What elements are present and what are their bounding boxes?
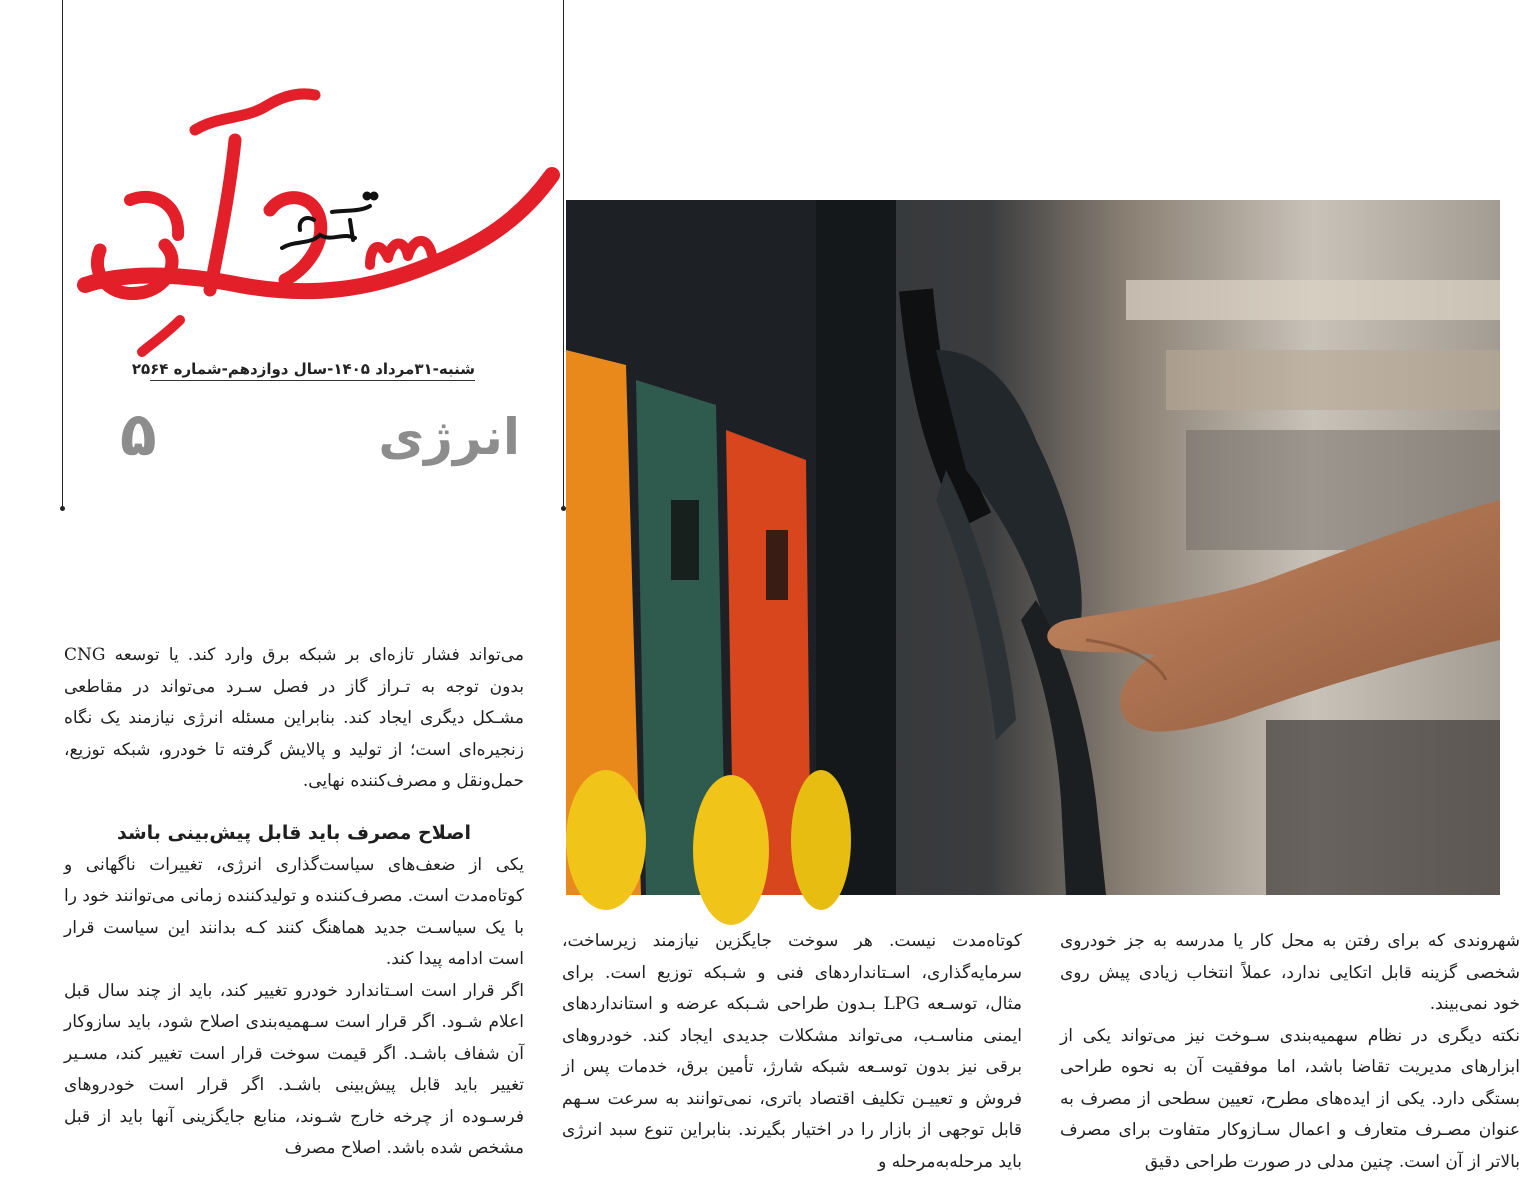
left-paragraph-1: یکی از ضعف‌های سیاست‌گذاری انرژی، تغییرات ناگهانی و کوتاه‌مدت است. مصرف‌کننده و تولیدکننده زمانی می‌توانند خود را با یک سیاسـت جدید هماهنگ کنند کـه بدانند این سیاست قرار است ادامه پیدا کند. bbox=[64, 850, 524, 976]
middle-paragraph: کوتاه‌مدت نیست. هر سوخت جایگزین نیازمند زیرساخت، سرمایه‌گذاری، اسـتانداردهای فنی و شـبکه توزیع است. برای مثال، توسـعه LPG بـدون طراحی شـبکه عرضه و استانداردهای ایمنی مناسـب، می‌تواند مشکلات جدیدی ایجاد کند. خودروهای برقی نیز بدون توسـعه شبکه شارژ، تأمین برق، خدمات پس از فروش و تعییـن تکلیف اقتصاد باتری، نمی‌توانند به سرعت سـهم قابل توجهی از بازار را در اختیار بگیرند. بنابراین تنوع سبد انرژی باید مرحله‌به‌مرحله و bbox=[562, 926, 1022, 1178]
right-paragraph-1: شهروندی که برای رفتن به محل کار یا مدرسه به جز خودروی شخصی گزینه قابل اتکایی ندارد، عملاً انتخاب زیادی پیش روی خود نمی‌بیند. bbox=[1060, 926, 1520, 1021]
section-subheading: اصلاح مصرف باید قابل پیش‌بینی باشد bbox=[64, 818, 524, 848]
left-intro-paragraph: می‌تواند فشار تازه‌ای بر شبکه برق وارد کند. یا توسعه CNG بدون توجه به تـراز گاز در فصل سـرد می‌تواند در مقاطعی مشـکل دیگری ایجاد کند. بنابراین مسئله انرژی نیازمند یک نگاه زنجیره‌ای است؛ از تولید و پالایش گرفته تا خودرو، شبکه توزیع، حمل‌ونقل و مصرف‌کننده نهایی. bbox=[64, 640, 524, 798]
left-column-rule bbox=[62, 0, 63, 508]
left-paragraph-2: اگر قرار است اسـتاندارد خودرو تغییر کند، باید از چند سال قبل اعلام شـود. اگر قرار است سـهمیه‌بندی اصلاح شود، باید سازوکار آن شفاف باشـد. اگر قیمت سوخت قرار است تغییر کند، مسـیر تغییر باید قابل پیش‌بینی باشـد. اگر قرار است خودروهای فرسـوده از چرخه خارج شـوند، منابع جایگزینی آنها باید از قبل مشخص شده باشد. اصلاح مصرف bbox=[64, 976, 524, 1165]
left-rule-dot bbox=[60, 506, 65, 511]
right-article-column bbox=[1060, 926, 1520, 1175]
left-article-column bbox=[64, 640, 524, 1175]
masthead-logo bbox=[70, 60, 560, 360]
section-title: انرژی bbox=[370, 408, 520, 466]
right-column-rule bbox=[563, 0, 564, 508]
page-number: ۵ bbox=[120, 400, 157, 470]
fuel-pump-photo bbox=[566, 200, 1500, 895]
middle-article-column bbox=[562, 926, 1022, 1175]
issue-date-line: شنبه-۳۱مرداد ۱۴۰۵-سال دوازدهم-شماره ۲۵۶۴ bbox=[150, 360, 475, 381]
right-paragraph-2: نکته دیگری در نظام سهمیه‌بندی سـوخت نیز می‌تواند یکی از ابزارهای مدیریت تقاضا باشد، اما موفقیت آن به نحوه طراحی بستگی دارد. یکی از ایده‌های مطرح، تعیین سطحی از مصرف به عنوان مصـرف متعارف و اعمال سـازوکار متفاوت برای مصرف بالاتر از آن است. چنین مدلی در صورت طراحی دقیق bbox=[1060, 1021, 1520, 1178]
